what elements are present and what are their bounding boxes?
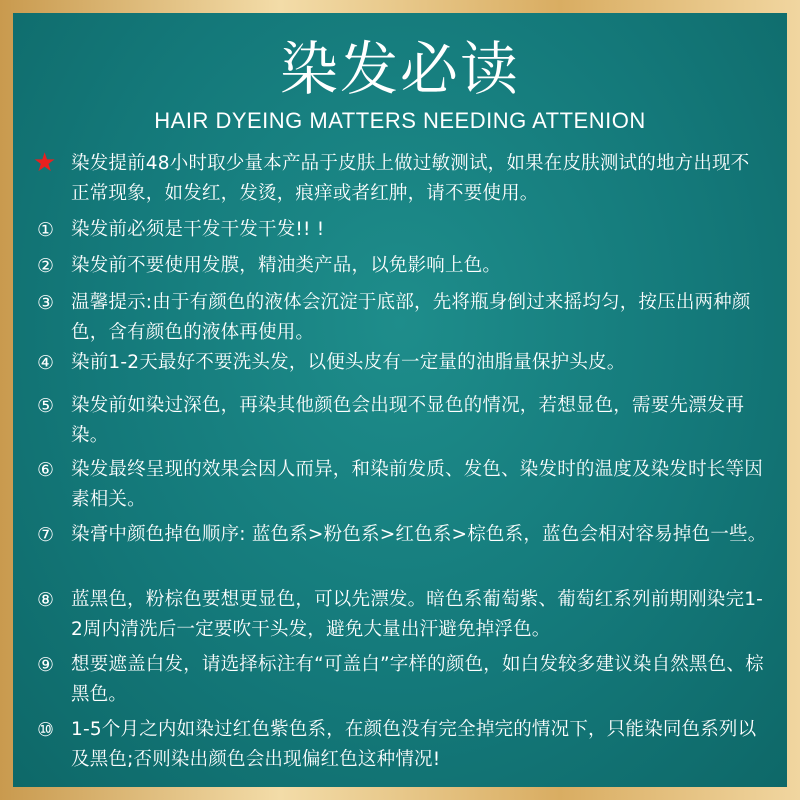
list-item-number: ① bbox=[37, 219, 55, 241]
list-item-number: ④ bbox=[37, 352, 55, 374]
list-item bbox=[37, 215, 767, 245]
list-item-number: ⑤ bbox=[37, 395, 55, 417]
list-item-number: ③ bbox=[37, 292, 55, 314]
list-item-text: 染前1-2天最好不要洗头发，以便头皮有一定量的油脂量保护头皮。 bbox=[71, 352, 626, 373]
list-item bbox=[37, 650, 767, 710]
list-item-text: 温馨提示:由于有颜色的液体会沉淀于底部，先将瓶身倒过来摇均匀，按压出两种颜色，含有颜色的液体再使用。 bbox=[71, 292, 751, 343]
list-item-text: 蓝黑色，粉棕色要想更显色，可以先漂发。暗色系葡萄紫、葡萄红系列前期刚染完1-2周内清洗后一定要吹干头发，避免大量出汗避免掉浮色。 bbox=[71, 589, 764, 640]
notice-list bbox=[13, 13, 787, 787]
page-subtitle: HAIR DYEING MATTERS NEEDING ATTENION bbox=[154, 108, 646, 133]
list-item bbox=[37, 348, 767, 378]
list-item-text: 染膏中颜色掉色顺序: 蓝色系>粉色系>红色系>棕色系，蓝色会相对容易掉色一些。 bbox=[71, 524, 767, 545]
content-panel bbox=[13, 13, 787, 787]
list-item bbox=[37, 715, 767, 775]
list-item-text: 染发最终呈现的效果会因人而异，和染前发质、发色、染发时的温度及染发时长等因素相关。 bbox=[71, 459, 763, 510]
list-item bbox=[37, 455, 767, 515]
page-title: 染发必读 bbox=[279, 35, 520, 103]
list-item bbox=[37, 251, 767, 281]
list-item-text: 染发前必须是干发干发干发!! ! bbox=[71, 219, 325, 240]
list-item-number: ② bbox=[37, 255, 55, 277]
list-item bbox=[37, 391, 767, 451]
list-item-number: ⑦ bbox=[37, 524, 55, 546]
list-item-number: ⑧ bbox=[37, 589, 55, 611]
list-item-number: ⑨ bbox=[37, 654, 55, 676]
list-item bbox=[37, 520, 767, 550]
list-item-number: ⑥ bbox=[37, 459, 55, 481]
list-item bbox=[33, 148, 767, 209]
list-item-text: 1-5个月之内如染过红色紫色系，在颜色没有完全掉完的情况下，只能染同色系列以及黑色;否则染出颜色会出现偏红色这种情况! bbox=[71, 719, 757, 770]
list-item bbox=[37, 288, 767, 348]
list-item-text: 染发前不要使用发膜，精油类产品，以免影响上色。 bbox=[71, 255, 502, 276]
list-item-text: 染发提前48小时取少量本产品于皮肤上做过敏测试，如果在皮肤测试的地方出现不正常现象，如发红，发烫，痕痒或者红肿，请不要使用。 bbox=[71, 153, 750, 204]
list-item-number: ⑩ bbox=[37, 719, 55, 741]
star-icon: ★ bbox=[33, 148, 57, 178]
list-item-text: 染发前如染过深色，再染其他颜色会出现不显色的情况，若想显色，需要先漂发再染。 bbox=[71, 395, 745, 446]
list-item bbox=[37, 585, 767, 645]
list-item-text: 想要遮盖白发，请选择标注有“可盖白”字样的颜色，如白发较多建议染自然黑色、棕黑色。 bbox=[71, 654, 764, 705]
